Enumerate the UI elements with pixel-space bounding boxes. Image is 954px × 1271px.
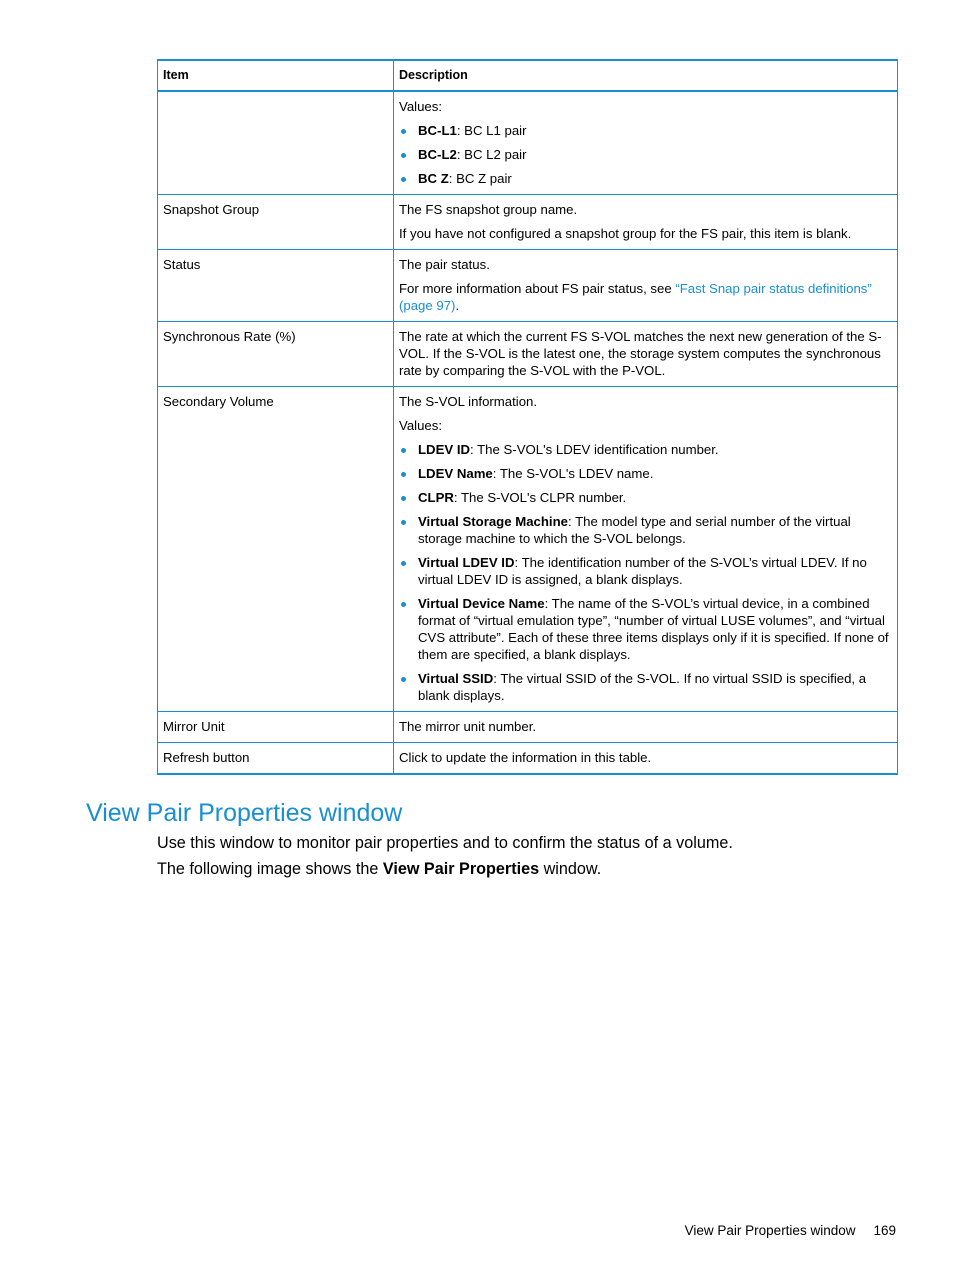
- item-cell: Refresh button: [158, 743, 394, 775]
- description-cell: [394, 743, 898, 775]
- description-text: [399, 280, 892, 314]
- item-cell: Snapshot Group: [158, 195, 394, 250]
- list-item: [399, 513, 892, 547]
- description-cell: [394, 387, 898, 712]
- value-text: : The model type and serial number of the virtual storage machine to which the S-VOL belongs.: [418, 514, 851, 546]
- list-item: [399, 441, 892, 458]
- value-term: BC Z: [418, 171, 449, 186]
- value-term: CLPR: [418, 490, 454, 505]
- description-text: The rate at which the current FS S-VOL matches the next new generation of the S-VOL. If the S-VOL is the latest one, the storage system computes the synchronous rate by comparing the S-VOL with the P-VOL.: [399, 329, 882, 378]
- list-item: [399, 170, 892, 187]
- list-item: [399, 489, 892, 506]
- value-term: Virtual Device Name: [418, 596, 545, 611]
- item-cell: Status: [158, 250, 394, 322]
- value-term: LDEV ID: [418, 442, 471, 457]
- page-footer: [685, 1222, 896, 1240]
- description-cell: [394, 250, 898, 322]
- table-row: [158, 195, 898, 250]
- value-text: : BC L1 pair: [456, 123, 527, 138]
- section-heading: View Pair Properties window: [86, 799, 403, 827]
- table-header-row: [158, 60, 898, 91]
- value-term: Virtual LDEV ID: [418, 555, 515, 570]
- list-item: [399, 670, 892, 704]
- description-text: Click to update the information in this table.: [399, 750, 652, 765]
- list-item: [399, 595, 892, 663]
- value-text: : The identification number of the S-VOL’s virtual LDEV. If no virtual LDEV ID is assigned, a blank displays.: [418, 555, 867, 587]
- description-cell: [394, 712, 898, 743]
- body-paragraph: [157, 858, 601, 880]
- value-text: : The S-VOL's CLPR number.: [453, 490, 627, 505]
- window-name-bold: View Pair Properties: [382, 860, 540, 878]
- footer-title: View Pair Properties window: [684, 1223, 856, 1238]
- description-cell: [394, 91, 898, 195]
- column-header-description: Description: [394, 60, 898, 91]
- table-row: [158, 91, 898, 195]
- values-list: [399, 441, 892, 704]
- value-text: : The S-VOL's LDEV name.: [492, 466, 654, 481]
- item-cell: [158, 91, 394, 195]
- status-definitions-link[interactable]: “Fast Snap pair status definitions” (page 97): [399, 281, 872, 313]
- table-row: [158, 712, 898, 743]
- values-list: [399, 122, 892, 187]
- value-text: : BC L2 pair: [456, 147, 527, 162]
- values-label: Values:: [399, 99, 443, 114]
- description-text-post: .: [455, 298, 460, 313]
- value-term: BC-L2: [418, 147, 457, 162]
- body-text-post: window.: [539, 860, 602, 878]
- value-text: : The virtual SSID of the S-VOL. If no virtual SSID is specified, a blank displays.: [418, 671, 867, 703]
- value-term: LDEV Name: [418, 466, 493, 481]
- description-cell: [394, 322, 898, 387]
- values-label: Values:: [399, 418, 443, 433]
- value-text: : BC Z pair: [448, 171, 512, 186]
- description-text: The FS snapshot group name.: [399, 202, 578, 217]
- list-item: [399, 465, 892, 482]
- list-item: [399, 554, 892, 588]
- table-row: [158, 250, 898, 322]
- properties-table: [157, 59, 898, 775]
- table-row: [158, 322, 898, 387]
- body-text-pre: The following image shows the: [157, 860, 383, 878]
- value-text: : The name of the S-VOL’s virtual device, in a combined format of “virtual emulation type”, “number of virtual LUSE volumes”, and “virtual CVS attribute”. Each of these three items displays only if it is specified. If none of them are specified, a blank displays.: [418, 596, 889, 662]
- item-cell: Mirror Unit: [158, 712, 394, 743]
- list-item: [399, 146, 892, 163]
- body-paragraph: Use this window to monitor pair properties and to confirm the status of a volume.: [157, 834, 733, 852]
- description-text: The pair status.: [399, 257, 490, 272]
- value-term: Virtual Storage Machine: [418, 514, 568, 529]
- table-row: [158, 743, 898, 775]
- value-term: Virtual SSID: [418, 671, 494, 686]
- item-cell: Secondary Volume: [158, 387, 394, 712]
- value-term: BC-L1: [418, 123, 457, 138]
- description-text: The S-VOL information.: [399, 394, 538, 409]
- description-text: If you have not configured a snapshot group for the FS pair, this item is blank.: [399, 226, 852, 241]
- description-text-pre: For more information about FS pair status, see: [399, 281, 676, 296]
- value-text: : The S-VOL's LDEV identification number.: [470, 442, 719, 457]
- page-number: 169: [873, 1223, 896, 1238]
- list-item: [399, 122, 892, 139]
- column-header-item: Item: [158, 60, 394, 91]
- description-cell: [394, 195, 898, 250]
- table-row: [158, 387, 898, 712]
- description-text: The mirror unit number.: [399, 719, 537, 734]
- item-cell: Synchronous Rate (%): [158, 322, 394, 387]
